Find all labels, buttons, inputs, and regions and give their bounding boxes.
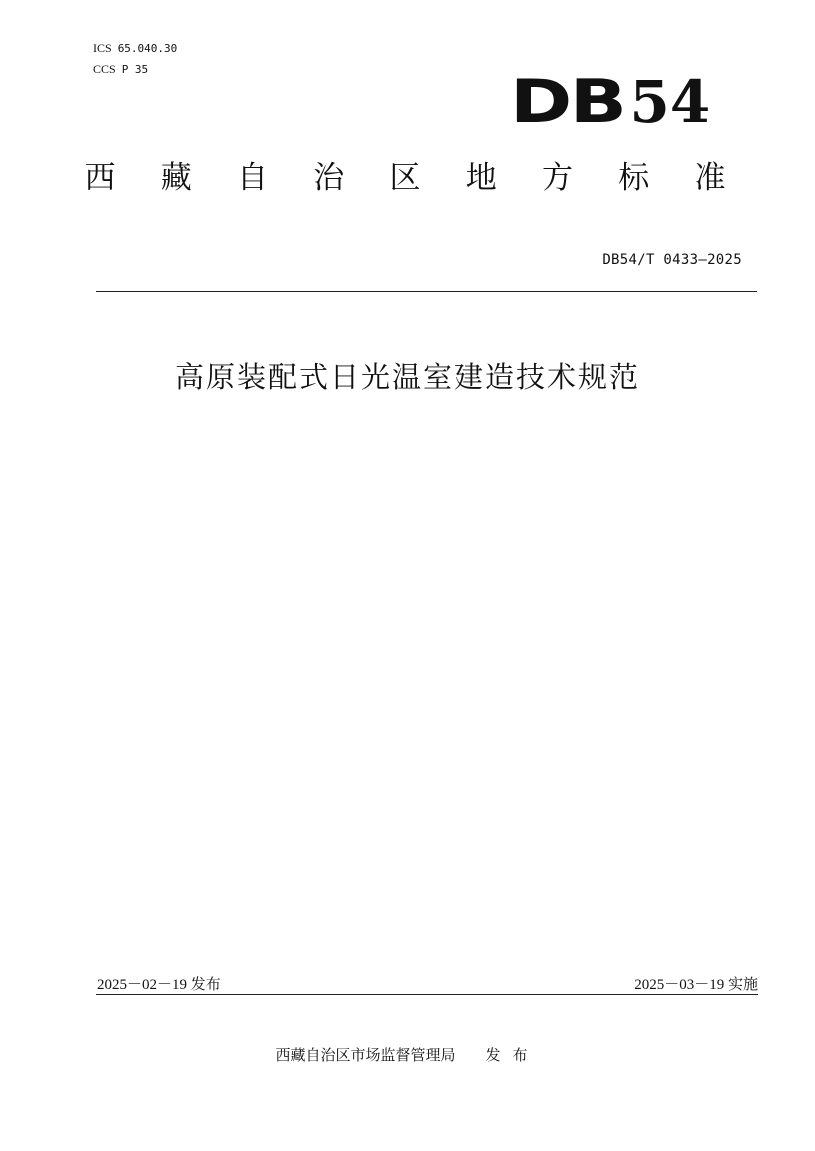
db54-logo [510,67,711,137]
publisher-label: 发布 [485,1046,540,1064]
db-logo-letters: DB [510,67,625,137]
bottom-divider [96,994,758,995]
db-logo-number: 54 [629,68,711,136]
standard-type-char: 地 [465,160,497,196]
ics-line [93,40,177,57]
ccs-value: P 35 [121,63,149,76]
standard-type-char: 方 [542,160,573,196]
publisher-name: 西藏自治区市场监督管理局 [275,1046,456,1064]
ccs-line [93,61,148,78]
implementation-date: 2025－03－19 实施 [634,977,758,993]
document-title: 高原装配式日光温室建造技术规范 [174,360,640,394]
standard-type-char: 标 [618,160,650,196]
standard-type-char: 西 [84,160,116,196]
ics-value: 65.040.30 [117,42,178,55]
issue-date: 2025－02－19 发布 [97,977,221,993]
standard-type-heading [80,156,730,200]
standard-code: DB54/T 0433—2025 [602,252,742,268]
ics-label: ICS [93,41,112,55]
standard-type-char: 区 [389,160,421,196]
standard-type-char: 自 [237,160,268,196]
standard-type-char: 治 [313,160,345,196]
ccs-label: CCS [93,62,116,76]
publisher-line [0,1044,815,1065]
standard-type-char: 准 [694,160,726,196]
top-divider [96,291,757,292]
standard-type-char: 藏 [160,160,192,196]
